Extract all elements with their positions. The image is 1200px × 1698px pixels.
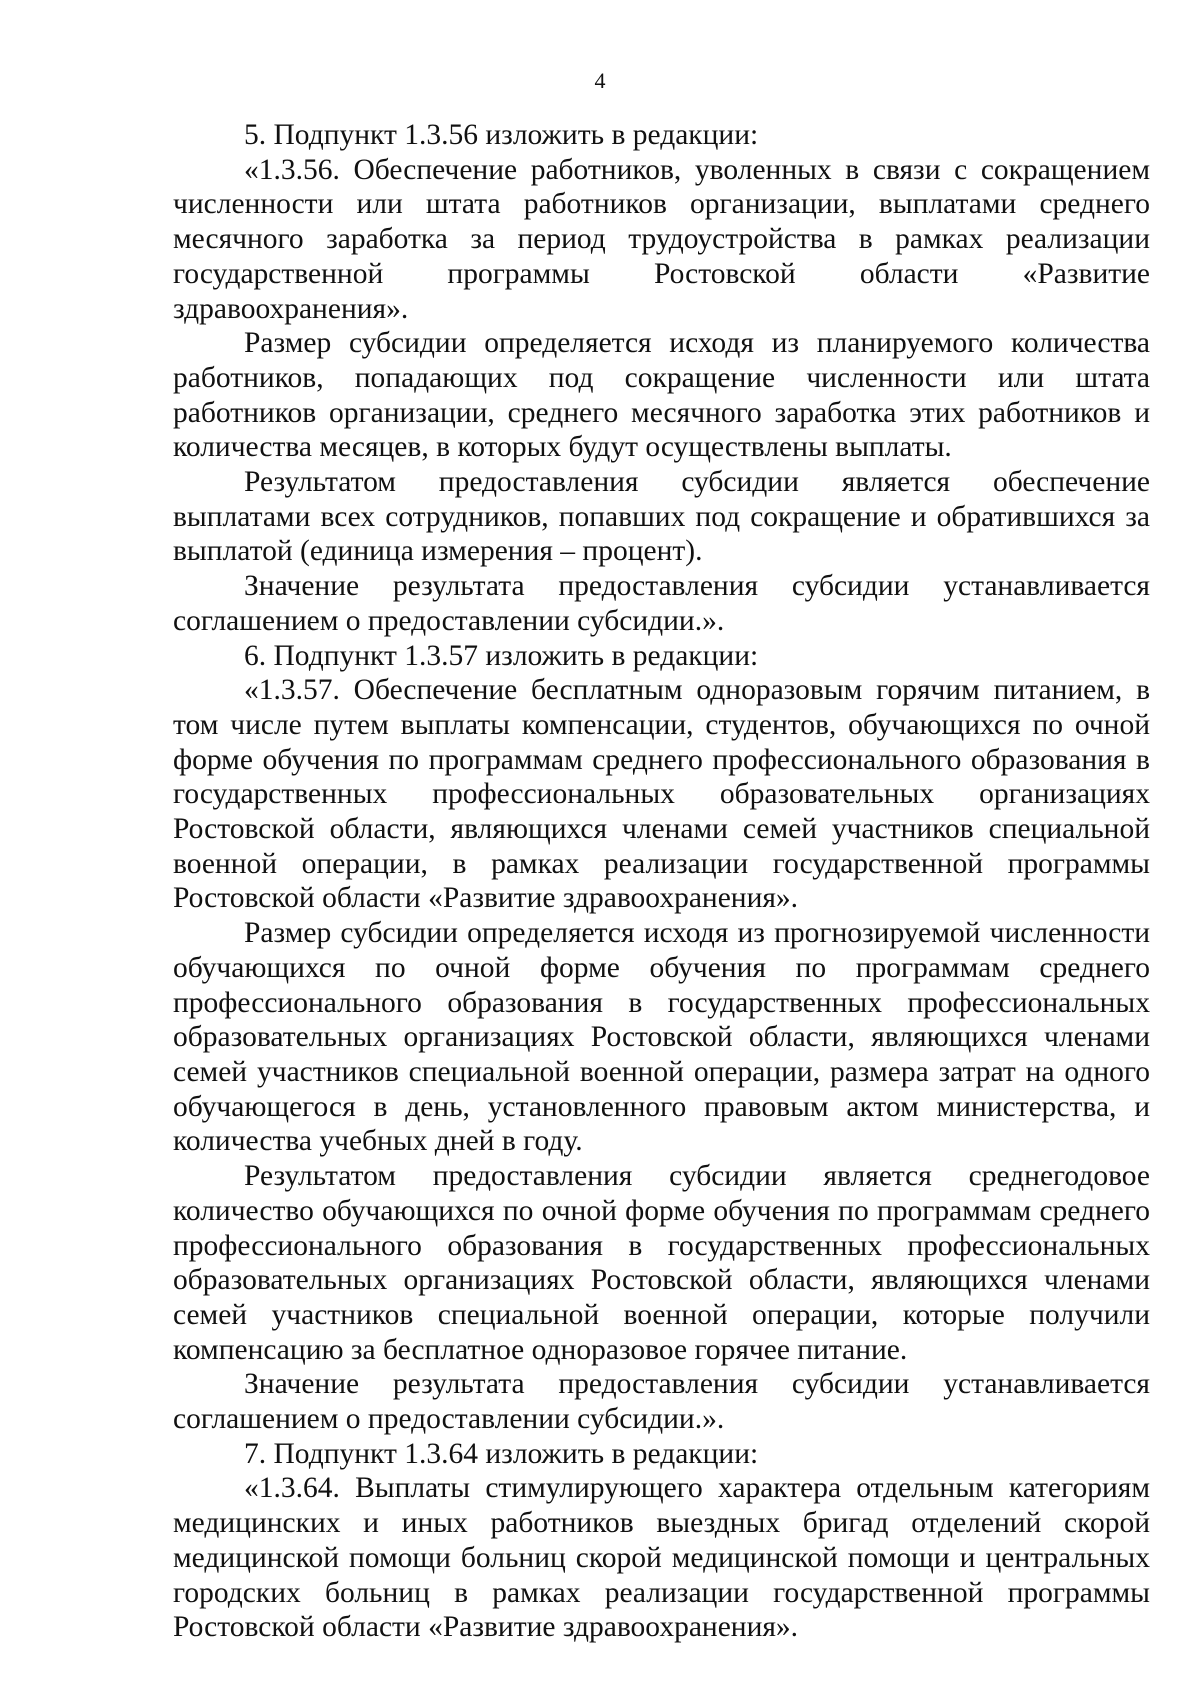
document-body	[173, 118, 1150, 1645]
item-1-3-64-text: «1.3.64. Выплаты стимулирующего характера отдельным категориям медицинских и иных работников выездных бригад отделений скорой медицинской помощи больниц скорой медицинской помощи и центральных городских больниц в рамках реализации государственной программы Ростовской области «Развитие здравоохранения».	[173, 1472, 1150, 1644]
result-value-paragraph: Значение результата предоставления субсидии устанавливается соглашением о предоставлении субсидии.».	[173, 570, 1150, 637]
page-number: 4	[594, 68, 606, 93]
result-value-paragraph: Значение результата предоставления субсидии устанавливается соглашением о предоставлении субсидии.».	[173, 1368, 1150, 1436]
item-6-heading: 6. Подпункт 1.3.57 изложить в редакции:	[244, 639, 759, 672]
item-7-heading: 7. Подпункт 1.3.64 изложить в редакции:	[244, 1437, 759, 1470]
subsidy-size-paragraph: Размер субсидии определяется исходя из планируемого количества работников, попадающих под сокращение численности или штата работников организации, среднего месячного заработка этих работников и количества месяцев, в которых будут осуществлены выплаты.	[173, 327, 1150, 464]
subsidy-result-paragraph: Результатом предоставления субсидии является среднегодовое количество обучающихся по очной форме обучения по программам среднего профессионального образования в государственных профессиональных образовательных организациях Ростовской области, являющихся членами семей участников специальной военной операции, которые получили компенсацию за бесплатное одноразовое горячее питание.	[173, 1160, 1150, 1366]
item-1-3-57-text: «1.3.57. Обеспечение бесплатным одноразовым горячим питанием, в том числе путем выплаты компенсации, студентов, обучающихся по очной форме обучения по программам среднего профессионального образования в государственных профессиональных образовательных организациях Ростовской области, являющихся членами семей участников специальной военной операции, в рамках реализации государственной программы Ростовской области «Развитие здравоохранения».	[173, 674, 1150, 915]
item-5-heading: 5. Подпункт 1.3.56 изложить в редакции:	[244, 119, 759, 151]
item-1-3-56-text: «1.3.56. Обеспечение работников, уволенных в связи с сокращением численности или штата работников организации, выплатами среднего месячного заработка за период трудоустройства в рамках реализации государственной программы Ростовской области «Развитие здравоохранения».	[173, 153, 1150, 325]
subsidy-size-paragraph: Размер субсидии определяется исходя из прогнозируемой численности обучающихся по очной форме обучения по программам среднего профессионального образования в государственных профессиональных образовательных организациях Ростовской области, являющихся членами семей участников специальной военной операции, размера затрат на одного обучающегося в день, установленного правовым актом министерства, и количества учебных дней в году.	[173, 917, 1150, 1158]
subsidy-result-paragraph: Результатом предоставления субсидии является обеспечение выплатами всех сотрудников, попавших под сокращение и обратившихся за выплатой (единица измерения – процент).	[173, 466, 1150, 568]
